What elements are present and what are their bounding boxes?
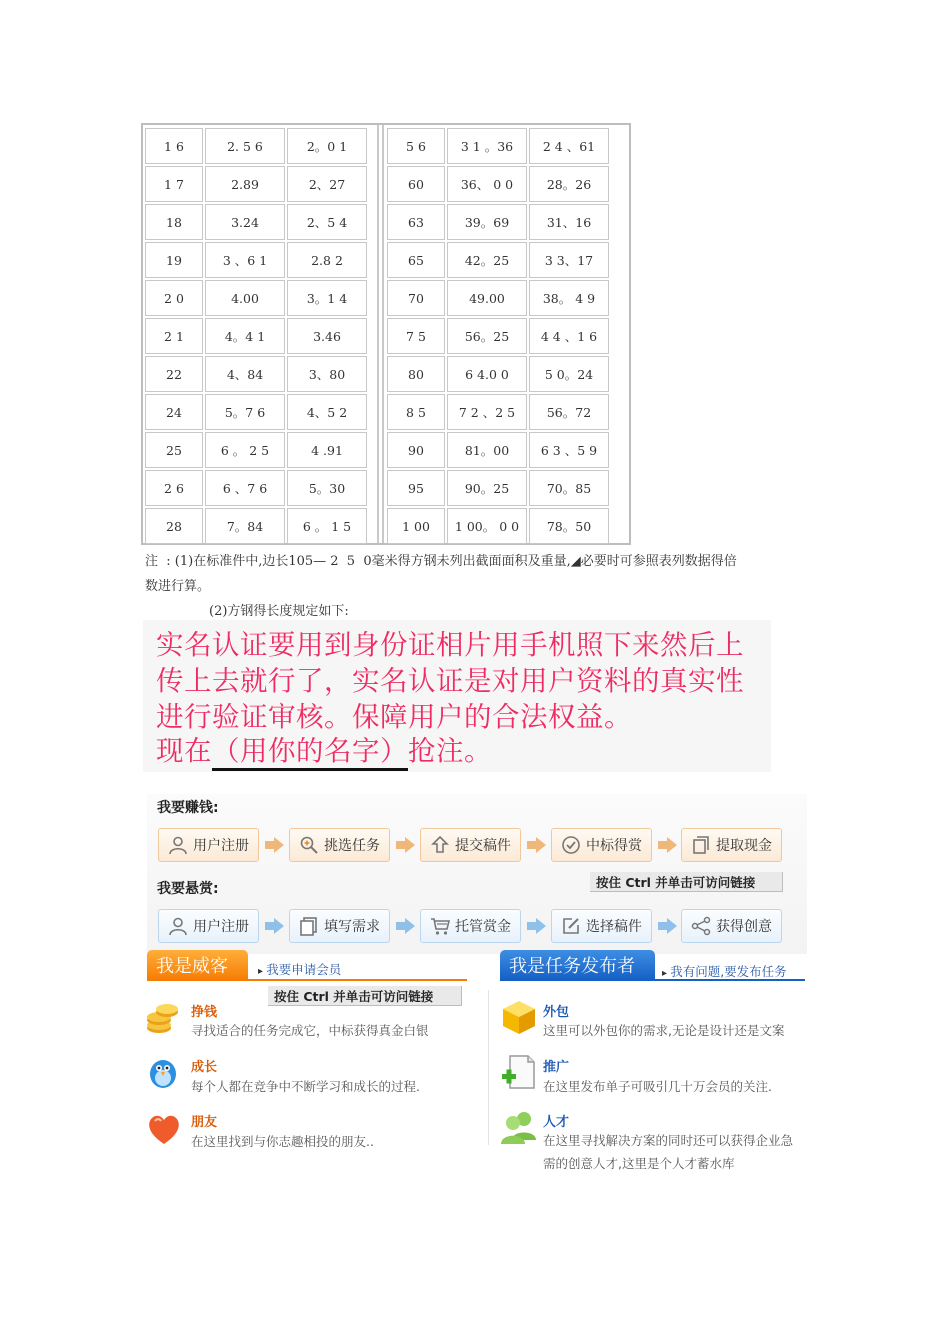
table-cell: 5。30 [287,470,367,506]
table-row [387,469,611,507]
bird-icon [145,1053,183,1091]
table-cell: 2 6 [145,470,203,506]
table-cell: 18 [145,204,203,240]
table-cell: 78。50 [529,508,609,544]
table-row [145,203,369,241]
feature-grow-desc: 每个人都在竞争中不断学习和成长的过程. [191,1079,420,1094]
flow-arrow-head [405,837,415,853]
table-row [145,507,369,545]
feature-grow-title: 成长 [191,1060,218,1075]
flow-arrow [265,922,274,930]
table-cell: 4。4 1 [205,318,285,354]
table-cell: 56。25 [447,318,527,354]
step-reward-1[interactable] [158,909,259,943]
table-row [145,241,369,279]
flow-arrow-head [274,918,284,934]
earn-title: 我要赚钱: [157,800,219,816]
heart-icon [145,1110,183,1148]
feature-earn-desc: 寻找适合的任务完成它，中标获得真金白银 [191,1023,429,1038]
table-cell: 39。69 [447,204,527,240]
table-cell: 1 00 [387,508,445,544]
document-icon [298,915,320,937]
real-name-banner [143,620,771,772]
table-cell: 4.00 [205,280,285,316]
table-row [387,317,611,355]
publish-task-link[interactable]: ▸ 我有问题,要发布任务 [662,962,787,980]
feature-friend-title: 朋友 [191,1115,218,1130]
table-cell: 5 0。24 [529,356,609,392]
table-row [145,279,369,317]
box-icon [500,998,538,1036]
step-reward-3[interactable] [420,909,521,943]
table-cell: 70。85 [529,470,609,506]
table-row [387,127,611,165]
step-label: 托管赏金 [455,919,511,935]
table-row [145,469,369,507]
tab-publisher[interactable]: 我是任务发布者 [500,950,655,980]
feature-talent-desc: 在这里寻找解决方案的同时还可以获得企业急 [543,1133,794,1148]
flow-arrow-head [536,918,546,934]
table-row [387,279,611,317]
step-label: 选择稿件 [586,919,642,935]
withdraw-icon [690,834,712,856]
flow-arrow [658,922,667,930]
table-cell: 65 [387,242,445,278]
weike-tab-underline [147,979,467,981]
flow-arrow [527,922,536,930]
table-cell: 22 [145,356,203,392]
table-cell: 56。72 [529,394,609,430]
step-label: 用户注册 [193,919,249,935]
step-label: 提取现金 [716,838,772,854]
table-row [145,431,369,469]
table-cell: 25 [145,432,203,468]
table-cell: 28 [145,508,203,544]
edit-icon [560,915,582,937]
table-cell: 95 [387,470,445,506]
table-cell: 4 .91 [287,432,367,468]
feature-talent-desc-2: 需的创意人才,这里是个人才蓄水库 [543,1156,735,1171]
table-cell: 60 [387,166,445,202]
note-line-2: 数进行算。 [145,579,211,594]
feature-outsource-title: 外包 [543,1005,570,1020]
table-cell: 3 3、17 [529,242,609,278]
table-cell: 90。25 [447,470,527,506]
flow-arrow [265,841,274,849]
user-icon [167,834,189,856]
add-page-icon [500,1053,538,1091]
flow-arrow-head [536,837,546,853]
table-cell: 8 5 [387,394,445,430]
step-reward-4[interactable] [551,909,652,943]
banner-line-1: 实名认证要用到身份证相片用手机照下来然后上 [156,629,744,661]
table-cell: 28。26 [529,166,609,202]
step-earn-5[interactable] [681,828,782,862]
flow-arrow-head [274,837,284,853]
flow-arrow [658,841,667,849]
table-row [145,165,369,203]
table-divider [377,125,384,543]
ctrl-click-hint-2: 按住 Ctrl 并单击可访问链接 [268,986,462,1006]
table-cell: 3、80 [287,356,367,392]
table-left-half [145,127,369,545]
table-cell: 31、16 [529,204,609,240]
feature-promote-title: 推广 [543,1060,570,1075]
table-cell: 3 、6 1 [205,242,285,278]
table-cell: 5。7 6 [205,394,285,430]
feature-earn-title: 挣钱 [191,1005,218,1020]
reward-title: 我要悬赏: [157,881,219,897]
coins-icon [145,998,183,1036]
feature-friend-desc: 在这里找到与你志趣相投的朋友.. [191,1134,374,1149]
table-cell: 7。84 [205,508,285,544]
banner-line-4-suffix: 抢注。 [408,735,492,767]
table-cell: 1 00。 0 0 [447,508,527,544]
step-label: 中标得赏 [586,838,642,854]
table-cell: 36、 0 0 [447,166,527,202]
publisher-tab-underline [500,979,805,981]
apply-member-link[interactable]: ▸ 我要申请会员 [258,960,341,978]
note-line-3: (2)方钢得长度规定如下: [209,604,349,619]
table-row [387,393,611,431]
table-cell: 42。25 [447,242,527,278]
step-label: 挑选任务 [324,838,380,854]
table-cell: 38。 4 9 [529,280,609,316]
table-row [145,355,369,393]
banner-line-4-prefix: 现在 [156,735,212,767]
steel-data-table [141,123,631,545]
step-label: 获得创意 [716,919,772,935]
table-row [387,355,611,393]
column-divider [488,990,489,1145]
table-cell: 6 。 2 5 [205,432,285,468]
user-icon [167,915,189,937]
table-cell: 6 4.0 0 [447,356,527,392]
flow-arrow [396,922,405,930]
table-cell: 6 、7 6 [205,470,285,506]
people-icon [500,1108,538,1146]
table-row [387,431,611,469]
table-cell: 1 7 [145,166,203,202]
tab-weike[interactable]: 我是威客 [147,950,248,980]
upload-icon [429,834,451,856]
table-cell: 70 [387,280,445,316]
table-cell: 2 1 [145,318,203,354]
note-line-1: 注 : (1)在标准件中,边长105— 2 5 0毫米得方钢未列出截面面积及重量,◢必要时可参照表列数据得倍 [145,554,737,569]
banner-line-4 [156,728,492,768]
table-cell: 81。00 [447,432,527,468]
table-cell: 1 6 [145,128,203,164]
table-cell: 3。1 4 [287,280,367,316]
table-cell: 7 2 、2 5 [447,394,527,430]
feature-outsource-desc: 这里可以外包你的需求,无论是设计还是文案 [543,1023,785,1038]
ctrl-click-hint: 按住 Ctrl 并单击可访问链接 [590,872,783,892]
table-row [145,393,369,431]
banner-line-2: 传上去就行了，实名认证是对用户资料的真实性 [156,665,744,697]
table-cell: 2 4 、61 [529,128,609,164]
table-cell: 2 0 [145,280,203,316]
feature-talent-title: 人才 [543,1115,570,1130]
table-cell: 4、5 2 [287,394,367,430]
feature-promote-desc: 在这里发布单子可吸引几十万会员的关注. [543,1079,772,1094]
cart-icon [429,915,451,937]
table-cell: 5 6 [387,128,445,164]
table-row [387,241,611,279]
table-cell: 3.46 [287,318,367,354]
step-earn-1[interactable] [158,828,259,862]
step-label: 填写需求 [324,919,380,935]
step-label: 用户注册 [193,838,249,854]
table-row [145,317,369,355]
table-row [145,127,369,165]
step-reward-5[interactable] [681,909,782,943]
table-cell: 6 。 1 5 [287,508,367,544]
check-circle-icon [560,834,582,856]
table-cell: 3.24 [205,204,285,240]
table-row [387,165,611,203]
step-label: 提交稿件 [455,838,511,854]
table-right-half [387,127,611,545]
banner-name-placeholder: （用你的名字） [212,735,408,771]
flow-arrow [527,841,536,849]
flow-arrow-head [405,918,415,934]
table-cell: 24 [145,394,203,430]
banner-line-3: 进行验证审核。保障用户的合法权益。 [156,701,632,733]
task-search-icon [298,834,320,856]
table-cell: 2.89 [205,166,285,202]
table-cell: 2. 5 6 [205,128,285,164]
table-cell: 80 [387,356,445,392]
table-cell: 2、27 [287,166,367,202]
table-cell: 3 1 。36 [447,128,527,164]
table-cell: 19 [145,242,203,278]
table-cell: 2、5 4 [287,204,367,240]
table-cell: 4 4 、1 6 [529,318,609,354]
flow-arrow [396,841,405,849]
table-row [387,507,611,545]
share-icon [690,915,712,937]
step-reward-2[interactable] [289,909,390,943]
table-cell: 2。0 1 [287,128,367,164]
table-cell: 90 [387,432,445,468]
step-earn-4[interactable] [551,828,652,862]
table-cell: 4、84 [205,356,285,392]
flow-arrow-head [667,837,677,853]
table-cell: 7 5 [387,318,445,354]
table-cell: 49.00 [447,280,527,316]
table-cell: 2.8 2 [287,242,367,278]
table-cell: 63 [387,204,445,240]
table-cell: 6 3 、5 9 [529,432,609,468]
step-earn-3[interactable] [420,828,521,862]
table-row [387,203,611,241]
step-earn-2[interactable] [289,828,390,862]
flow-arrow-head [667,918,677,934]
